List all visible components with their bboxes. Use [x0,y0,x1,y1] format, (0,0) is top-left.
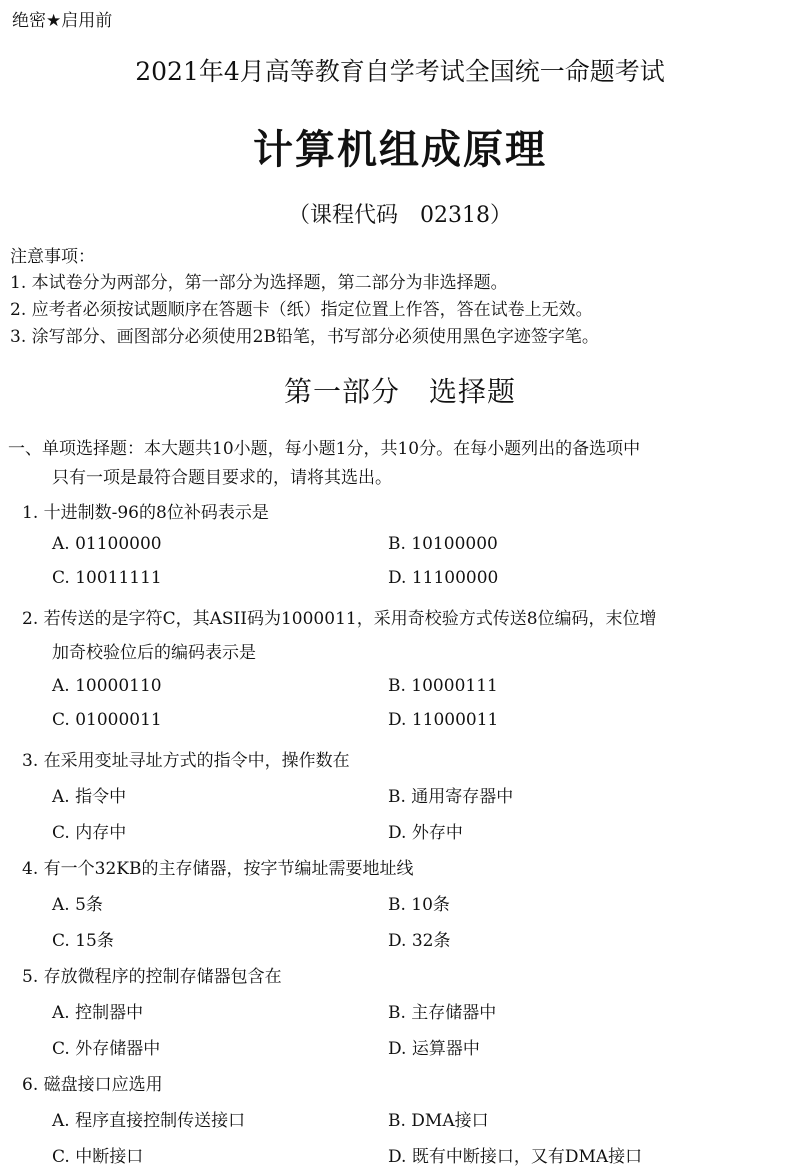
question-stem: 3. 在采用变址寻址方式的指令中，操作数在 [22,751,350,771]
course-code: （课程代码 02318） [288,203,512,228]
option-b: B. 主存储器中 [388,1003,497,1023]
subject-title: 计算机组成原理 [253,126,547,173]
option-d: D. 既有中断接口，又有DMA接口 [388,1147,643,1167]
option-d: D. 外存中 [388,823,463,843]
secret-mark: 绝密★启用前 [12,11,113,31]
notice-item: 3. 涂写部分、画图部分必须使用2B铅笔，书写部分必须使用黑色字迹签字笔。 [10,327,599,347]
option-a: A. 10000110 [52,676,162,696]
option-d: D. 11000011 [388,710,499,730]
question-stem: 2. 若传送的是字符C，其ASII码为1000011，采用奇校验方式传送8位编码，末位增 [22,609,657,629]
exam-title: 2021年4月高等教育自学考试全国统一命题考试 [135,57,665,86]
option-d: D. 运算器中 [388,1039,480,1059]
option-b: B. 通用寄存器中 [388,787,514,807]
option-b: B. DMA接口 [388,1111,489,1131]
option-c: C. 内存中 [52,823,127,843]
question-stem: 5. 存放微程序的控制存储器包含在 [22,967,282,987]
option-c: C. 外存储器中 [52,1039,161,1059]
option-c: C. 01000011 [52,710,162,730]
part-title: 第一部分 选择题 [283,375,516,408]
question-stem: 6. 磁盘接口应选用 [22,1075,163,1095]
question-stem: 1. 十进制数-96的8位补码表示是 [22,503,269,523]
section-instruction: 一、单项选择题：本大题共10小题，每小题1分，共10分。在每小题列出的备选项中 [8,439,641,459]
option-c: C. 15条 [52,931,114,951]
question-stem: 4. 有一个32KB的主存储器，按字节编址需要地址线 [22,859,414,879]
option-a: A. 控制器中 [52,1003,144,1023]
option-a: A. 程序直接控制传送接口 [52,1111,246,1131]
option-c: C. 10011111 [52,568,162,588]
notice-heading: 注意事项： [10,247,95,267]
option-a: A. 01100000 [52,534,162,554]
section-instruction-cont: 只有一项是最符合题目要求的，请将其选出。 [52,468,392,488]
question-stem-cont: 加奇校验位后的编码表示是 [52,643,256,663]
option-d: D. 32条 [388,931,451,951]
option-b: B. 10条 [388,895,450,915]
option-d: D. 11100000 [388,568,499,588]
option-b: B. 10100000 [388,534,498,554]
notice-item: 1. 本试卷分为两部分，第一部分为选择题，第二部分为非选择题。 [10,273,508,293]
option-b: B. 10000111 [388,676,498,696]
option-c: C. 中断接口 [52,1147,144,1167]
option-a: A. 指令中 [52,787,127,807]
option-a: A. 5条 [52,895,103,915]
notice-item: 2. 应考者必须按试题顺序在答题卡（纸）指定位置上作答，答在试卷上无效。 [10,300,593,320]
